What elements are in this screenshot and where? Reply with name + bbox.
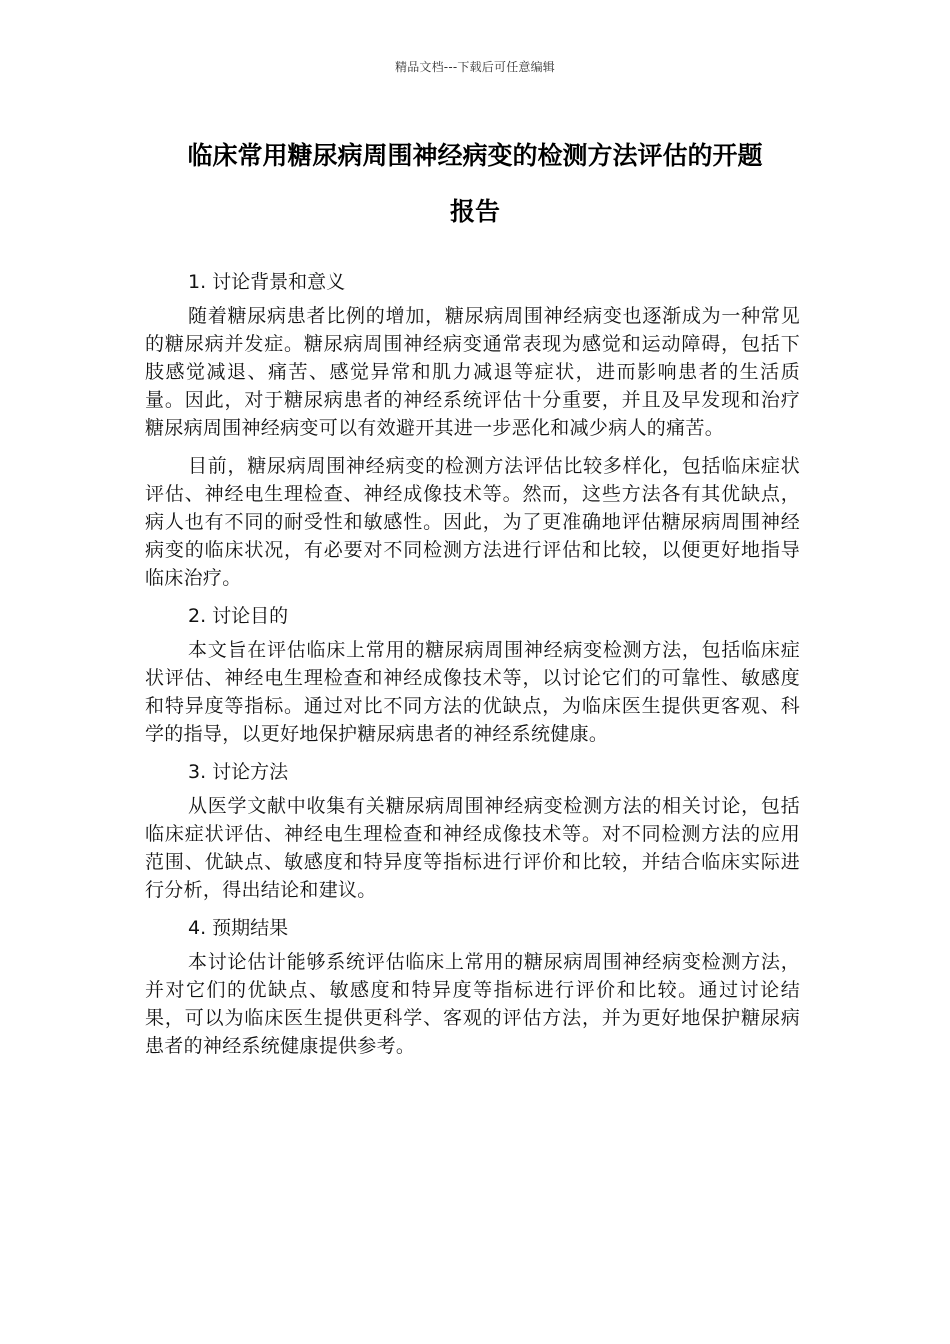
title-line-2: 报告	[449, 197, 500, 226]
title-line-1: 临床常用糖尿病周围神经病变的检测方法评估的开题	[187, 141, 763, 170]
section-method	[145, 758, 800, 904]
section-background	[145, 268, 800, 592]
paragraph: 从医学文献中收集有关糖尿病周围神经病变检测方法的相关讨论，包括临床症状评估、神经电生理检查和神经成像技术等。对不同检测方法的应用范围、优缺点、敏感度和特异度等指标进行评价和比较，并结合临床实际进行分析，得出结论和建议。	[145, 795, 800, 901]
paragraph: 目前，糖尿病周围神经病变的检测方法评估比较多样化，包括临床症状评估、神经电生理检查、神经成像技术等。然而，这些方法各有其优缺点，病人也有不同的耐受性和敏感性。因此，为了更准确地评估糖尿病周围神经病变的临床状况，有必要对不同检测方法进行评估和比较，以便更好地指导临床治疗。	[145, 455, 800, 589]
paragraph: 本讨论估计能够系统评估临床上常用的糖尿病周围神经病变检测方法，并对它们的优缺点、敏感度和特异度等指标进行评价和比较。通过讨论结果，可以为临床医生提供更科学、客观的评估方法，并为更好地保护糖尿病患者的神经系统健康提供参考。	[145, 951, 800, 1057]
section-heading: 3. 讨论方法	[188, 761, 289, 783]
document-body	[145, 268, 800, 1070]
section-expected-results	[145, 914, 800, 1060]
paragraph: 本文旨在评估临床上常用的糖尿病周围神经病变检测方法，包括临床症状评估、神经电生理检查和神经成像技术等，以讨论它们的可靠性、敏感度和特异度等指标。通过对比不同方法的优缺点，为临床医生提供更客观、科学的指导，以更好地保护糖尿病患者的神经系统健康。	[145, 639, 800, 745]
header-note: 精品文档---下载后可任意编辑	[395, 60, 555, 74]
section-heading: 4. 预期结果	[188, 917, 289, 939]
section-purpose	[145, 602, 800, 748]
section-heading: 1. 讨论背景和意义	[188, 271, 346, 293]
document-title	[120, 128, 830, 240]
section-heading: 2. 讨论目的	[188, 605, 289, 627]
paragraph: 随着糖尿病患者比例的增加，糖尿病周围神经病变也逐渐成为一种常见的糖尿病并发症。糖尿病周围神经病变通常表现为感觉和运动障碍，包括下肢感觉减退、痛苦、感觉异常和肌力减退等症状，进而影响患者的生活质量。因此，对于糖尿病患者的神经系统评估十分重要，并且及早发现和治疗糖尿病周围神经病变可以有效避开其进一步恶化和减少病人的痛苦。	[145, 305, 800, 439]
